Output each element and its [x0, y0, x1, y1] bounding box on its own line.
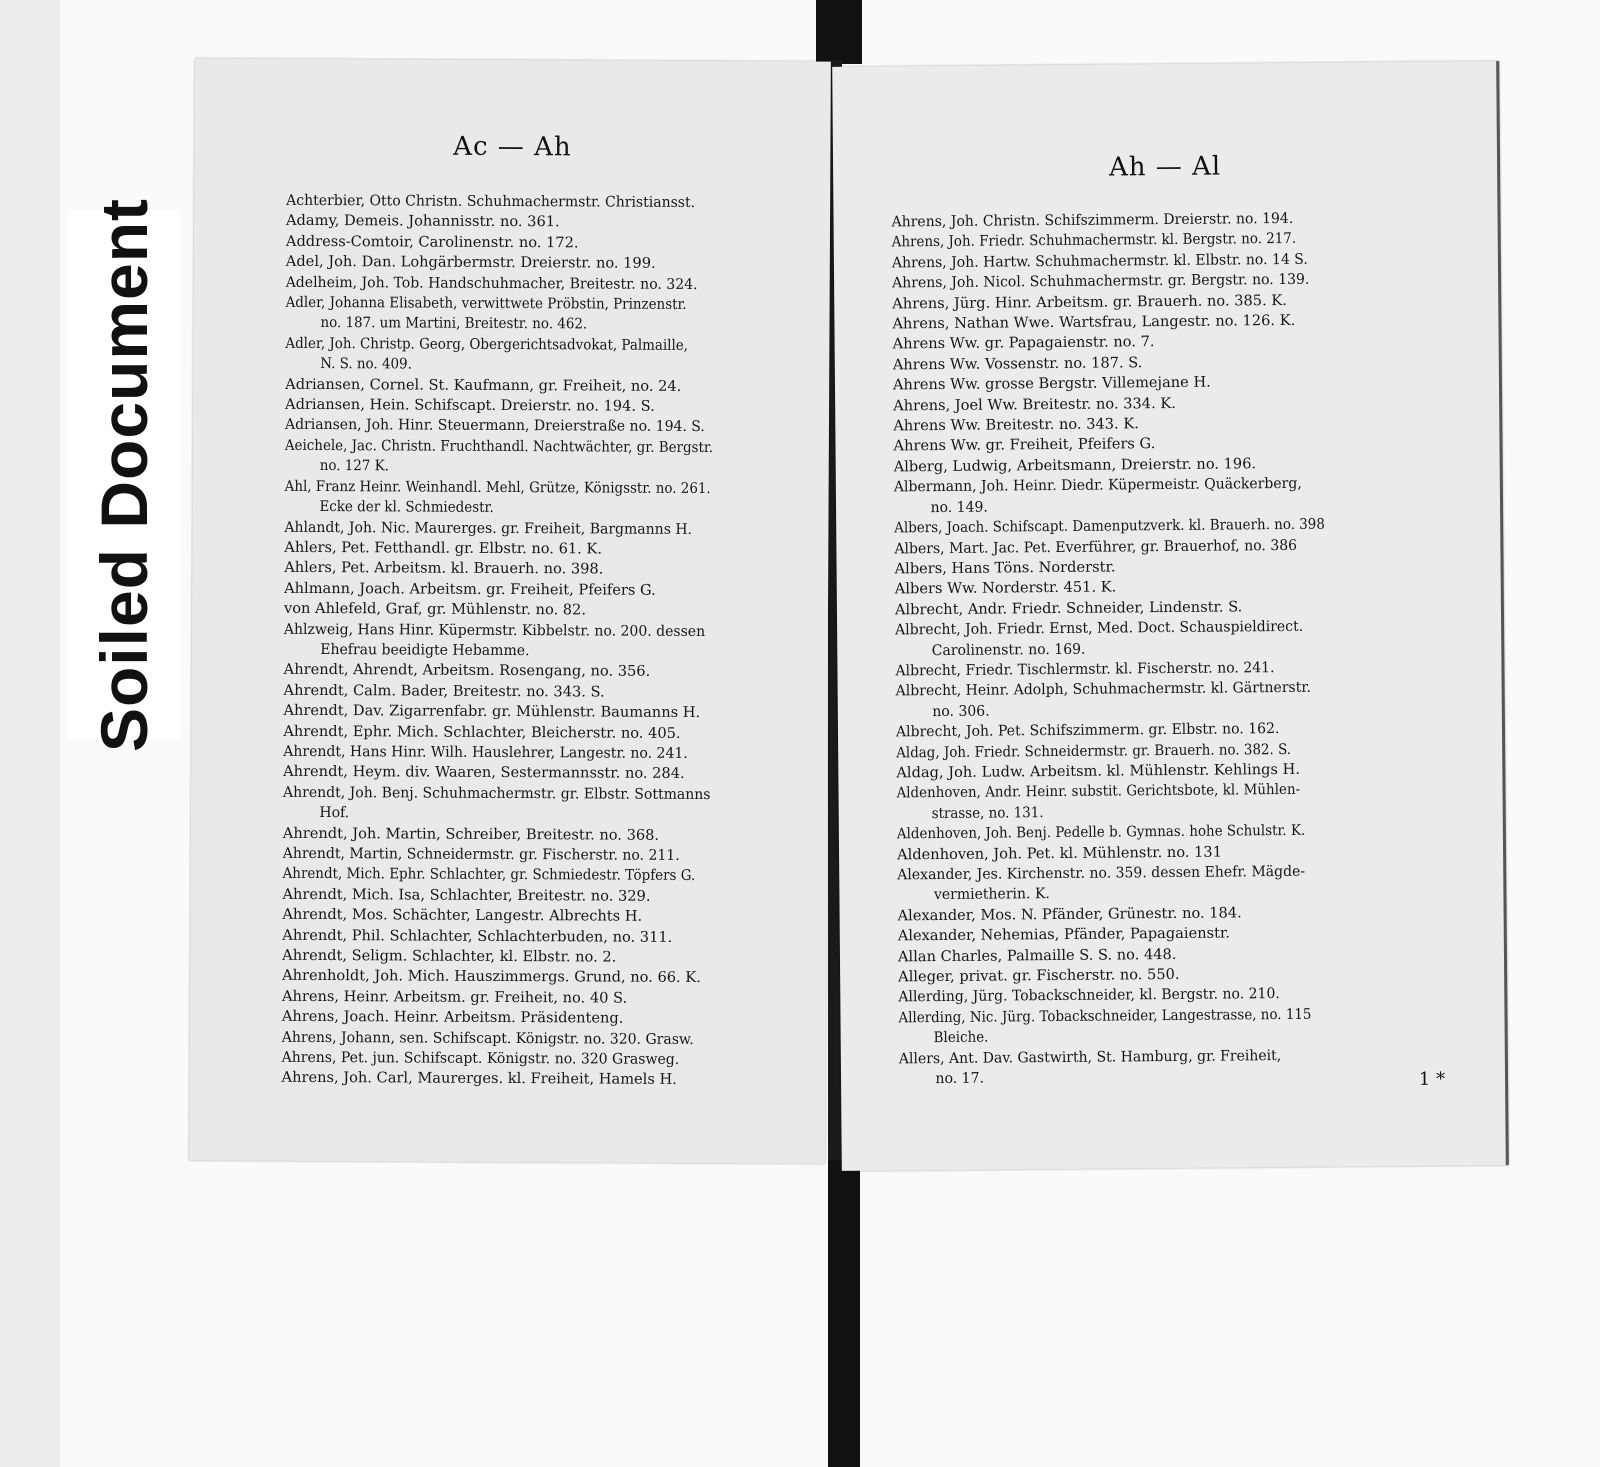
- directory-entry: [897, 820, 1394, 845]
- entry-text: Ahrendt, Phil. Schlachter, Schlachterbuden, no. 311.: [282, 926, 673, 946]
- entry-text: Ahrendt, Heym. div. Waaren, Sestermannsstr. no. 284.: [283, 763, 685, 783]
- entry-text: Ahrens Ww. Vossenstr. no. 187. S.: [892, 354, 1143, 374]
- entry-text: Ahrens Ww. grosse Bergstr. Villemejane H.: [892, 373, 1211, 394]
- directory-entry: [896, 779, 1393, 824]
- directory-entry: [285, 395, 805, 418]
- entry-continuation: no. 17.: [935, 1069, 984, 1088]
- entry-text: Aeichele, Jac. Christn. Fruchthandl. Nachtwächter, gr. Bergstr.: [284, 436, 714, 456]
- entry-text: Allers, Ant. Dav. Gastwirth, St. Hamburg, gr. Freiheit,: [898, 1046, 1282, 1068]
- entry-text: Aldenhoven, Joh. Benj. Pedelle b. Gymnas. hohe Schulstr. K.: [896, 822, 1306, 843]
- entry-continuation: Ehefrau beeidigte Hebamme.: [320, 640, 530, 660]
- directory-entry: [285, 436, 764, 479]
- directory-entry: [284, 599, 804, 622]
- entry-text: Ahrens Ww. gr. Freiheit, Pfeifers G.: [893, 435, 1156, 455]
- entry-text: Ahrendt, Calm. Bader, Breitestr. no. 343. S.: [283, 681, 605, 701]
- entry-text: Aldenhoven, Andr. Heinr. substit. Gerichtsbote, kl. Mühlen-: [896, 781, 1301, 802]
- directory-entry: [285, 293, 764, 336]
- entry-text: Albers, Hans Töns. Norderstr.: [894, 558, 1116, 578]
- entry-continuation: Hof.: [319, 804, 350, 822]
- entry-text: Alberg, Ludwig, Arbeitsmann, Dreierstr. no. 196.: [893, 455, 1257, 476]
- entry-text: Ahrens, Jürg. Hinr. Arbeitsm. gr. Brauerh. no. 385. K.: [892, 291, 1287, 313]
- directory-entry: [283, 823, 803, 846]
- entry-text: Ahrendt, Mich. Ephr. Schlachter, gr. Schmiedestr. Töpfers G.: [282, 865, 696, 885]
- entry-text: Ahrendt, Mich. Isa, Schlachter, Breitestr. no. 329.: [282, 885, 651, 905]
- entry-text: Ahrens, Johann, sen. Schifscapt. Königstr. no. 320. Grasw.: [281, 1028, 694, 1048]
- entry-text: Alexander, Nehemias, Pfänder, Papagaienstr.: [897, 924, 1231, 945]
- entry-text: Albrecht, Friedr. Tischlermstr. kl. Fischerstr. no. 241.: [895, 659, 1275, 680]
- entry-text: Ahrendt, Ahrendt, Arbeitsm. Rosengang, no. 356.: [283, 661, 651, 681]
- entry-text: Ahrenholdt, Joh. Mich. Hauszimmergs. Grund, no. 66. K.: [282, 967, 701, 987]
- entry-text: Albers, Joach. Schifscapt. Damenputzverk. kl. Brauerh. no. 398: [894, 515, 1325, 537]
- entry-continuation: strasse, no. 131.: [931, 803, 1044, 822]
- directory-entry: [286, 252, 806, 275]
- entry-continuation: N. S. no. 409.: [320, 355, 412, 373]
- directory-entry: [897, 861, 1416, 906]
- directory-entry: [283, 701, 803, 724]
- right-page: [832, 61, 1509, 1171]
- entry-text: Address-Comtoir, Carolinenstr. no. 172.: [285, 232, 579, 252]
- entry-text: Allerding, Nic. Jürg. Tobackschneider, Langestrasse, no. 115: [898, 1005, 1312, 1027]
- entry-continuation: Bleiche.: [933, 1028, 989, 1047]
- entry-continuation: Ecke der kl. Schmiedestr.: [319, 498, 494, 517]
- directory-entry: [284, 558, 804, 581]
- directory-entry: [283, 742, 782, 765]
- directory-entry: [283, 762, 803, 785]
- right-page-heading: Ah — Al: [1108, 151, 1222, 183]
- entry-text: Alleger, privat. gr. Fischerstr. no. 550.: [898, 965, 1180, 986]
- entry-text: von Ahlefeld, Graf, gr. Mühlenstr. no. 82.: [283, 599, 587, 619]
- entry-text: Adel, Joh. Dan. Lohgärbermstr. Dreierstr. no. 199.: [285, 253, 656, 272]
- scan-margin: [0, 0, 60, 1467]
- directory-entry: [283, 783, 782, 826]
- directory-entry: [282, 885, 802, 908]
- entry-text: Ahrendt, Hans Hinr. Wilh. Hauslehrer, Langestr. no. 241.: [283, 742, 688, 762]
- directory-entry: [284, 619, 783, 662]
- directory-entry: [283, 844, 782, 867]
- entry-text: Ahrens Ww. Breitestr. no. 343. K.: [893, 415, 1139, 435]
- entry-text: Adler, Johanna Elisabeth, verwittwete Pröbstin, Prinzenstr.: [285, 293, 687, 313]
- directory-entry: [284, 538, 804, 561]
- entry-text: Albers Ww. Norderstr. 451. K.: [894, 578, 1117, 598]
- entry-continuation: no. 127 K.: [319, 457, 389, 475]
- entry-text: Ahrens, Pet. jun. Schifscapt. Königstr. no. 320 Grasweg.: [281, 1048, 680, 1068]
- left-page: [189, 58, 831, 1163]
- entry-text: Adler, Joh. Christp. Georg, Obergerichtsadvokat, Palmaille,: [285, 334, 689, 354]
- entry-text: Albers, Mart. Jac. Pet. Everführer, gr. Brauerhof, no. 386: [894, 536, 1298, 557]
- entry-text: Adriansen, Joh. Hinr. Steuermann, Dreierstraße no. 194. S.: [284, 416, 705, 436]
- entry-text: Ahrendt, Seligm. Schlachter, kl. Elbstr. no. 2.: [282, 946, 617, 966]
- entry-text: Ahrendt, Joh. Martin, Schreiber, Breitestr. no. 368.: [282, 824, 660, 844]
- entry-text: Ahlzweig, Hans Hinr. Küpermstr. Kibbelstr. no. 200. dessen: [283, 620, 706, 640]
- entry-text: Ahrens, Joh. Christn. Schifszimmerm. Dreierstr. no. 194.: [891, 209, 1294, 231]
- entry-text: Adelheim, Joh. Tob. Handschuhmacher, Breitestr. no. 324.: [285, 273, 698, 293]
- soiled-document-label: Soiled Document: [87, 197, 161, 753]
- directory-entry: [282, 1007, 802, 1030]
- directory-entry: [284, 477, 763, 520]
- entry-text: Ahrens, Heinr. Arbeitsm. gr. Freiheit, no. 40 S.: [281, 987, 628, 1007]
- entry-text: Ahrens, Joh. Nicol. Schuhmachermstr. gr. Bergstr. no. 139.: [892, 270, 1310, 292]
- entry-text: Alexander, Jes. Kirchenstr. no. 359. dessen Ehefr. Mägde-: [897, 862, 1306, 884]
- directory-entry: [281, 1068, 801, 1091]
- entry-text: Ahrens, Joh. Friedr. Schuhmachermstr. kl. Bergstr. no. 217.: [891, 230, 1297, 251]
- entry-text: Albrecht, Andr. Friedr. Schneider, Lindenstr. S.: [894, 598, 1243, 619]
- directory-entry: [284, 517, 783, 540]
- entry-text: Ahrens, Joh. Carl, Maurerges. kl. Freiheit, Hamels H.: [281, 1069, 677, 1089]
- entry-continuation: Carolinenstr. no. 169.: [931, 640, 1086, 659]
- directory-entry: [285, 374, 805, 397]
- page-folio: 1 *: [1418, 1068, 1446, 1090]
- entry-continuation: no. 306.: [932, 702, 990, 720]
- directory-entry: [284, 681, 804, 704]
- entry-continuation: vermietherin. K.: [933, 885, 1050, 904]
- entry-text: Ahlandt, Joh. Nic. Maurerges. gr. Freiheit, Bargmanns H.: [284, 518, 693, 538]
- entry-text: Aldag, Joh. Ludw. Arbeitsm. kl. Mühlenstr. Kehlings H.: [896, 760, 1301, 782]
- directory-entry: [282, 925, 802, 948]
- directory-entry: [286, 232, 806, 255]
- directory-entry: [284, 660, 804, 683]
- entry-text: Allan Charles, Palmaille S. S. no. 448.: [897, 945, 1177, 966]
- entry-text: Ahrens, Joel Ww. Breitestr. no. 334. K.: [893, 394, 1176, 415]
- entry-text: Ahrens, Joh. Hartw. Schuhmachermstr. kl. Elbstr. no. 14 S.: [891, 250, 1308, 272]
- entry-text: Aldag, Joh. Friedr. Schneidermstr. gr. Brauerh. no. 382. S.: [896, 740, 1292, 761]
- directory-entry: [895, 616, 1414, 661]
- entry-text: Adamy, Demeis. Johannisstr. no. 361.: [285, 212, 560, 231]
- directory-entry: [284, 579, 804, 602]
- entry-text: Albermann, Joh. Heinr. Diedr. Küpermeistr. Quäckerberg,: [893, 475, 1302, 496]
- directory-entry: [283, 864, 762, 887]
- entry-text: Ahrens Ww. gr. Papagaienstr. no. 7.: [892, 333, 1155, 353]
- entry-text: Ahlers, Pet. Fetthandl. gr. Elbstr. no. 61. K.: [284, 538, 603, 558]
- directory-entry: [286, 211, 806, 234]
- directory-entry: [282, 946, 802, 969]
- directory-entry: [285, 334, 764, 377]
- directory-entry: [896, 677, 1415, 722]
- book-spine-bottom: [828, 1160, 860, 1467]
- entry-text: Ahrendt, Dav. Zigarrenfabr. gr. Mühlenstr. Baumanns H.: [283, 701, 701, 722]
- book-spine-top: [816, 0, 862, 64]
- entry-text: Allerding, Jürg. Tobackschneider, kl. Bergstr. no. 210.: [898, 985, 1280, 1006]
- directory-entry: [282, 966, 802, 989]
- entry-text: Albrecht, Heinr. Adolph, Schuhmachermstr. kl. Gärtnerstr.: [895, 679, 1312, 700]
- entry-text: Ahlers, Pet. Arbeitsm. kl. Brauerh. no. 398.: [284, 559, 604, 578]
- directory-entry: [285, 415, 784, 438]
- entry-text: Ahrendt, Joh. Benj. Schuhmachermstr. gr. Elbstr. Sottmanns: [283, 783, 711, 803]
- directory-entry: [282, 905, 802, 928]
- entry-text: Alexander, Mos. N. Pfänder, Grünestr. no. 184.: [897, 904, 1242, 925]
- directory-entry: [286, 191, 785, 214]
- entry-text: Adriansen, Cornel. St. Kaufmann, gr. Freiheit, no. 24.: [285, 375, 682, 395]
- right-entry-list: [891, 208, 1439, 1090]
- entry-continuation: no. 187. um Martini, Breitestr. no. 462.: [320, 314, 588, 333]
- entry-text: Ahrendt, Ephr. Mich. Schlachter, Bleicherstr. no. 405.: [283, 722, 681, 742]
- entry-text: Ahrens, Joach. Heinr. Arbeitsm. Präsidenteng.: [281, 1008, 624, 1027]
- entry-text: Aldenhoven, Joh. Pet. kl. Mühlenstr. no. 131: [896, 843, 1223, 863]
- entry-text: Adriansen, Hein. Schifscapt. Dreierstr. no. 194. S.: [285, 395, 655, 415]
- directory-entry: [286, 272, 785, 295]
- left-page-heading: Ac — Ah: [453, 131, 572, 163]
- entry-text: Ahrendt, Mos. Schächter, Langestr. Albrechts H.: [282, 906, 643, 925]
- entry-text: Albrecht, Joh. Pet. Schifszimmerm. gr. Elbstr. no. 162.: [895, 720, 1280, 741]
- directory-entry: [896, 739, 1393, 764]
- directory-entry: [282, 987, 802, 1010]
- entry-text: Ahrendt, Martin, Schneidermstr. gr. Fischerstr. no. 211.: [282, 844, 680, 864]
- entry-text: Ahl, Franz Heinr. Weinhandl. Mehl, Grütze, Königsstr. no. 261.: [284, 477, 711, 497]
- directory-entry: [282, 1027, 781, 1050]
- entry-continuation: no. 149.: [930, 498, 988, 516]
- entry-text: Albrecht, Joh. Friedr. Ernst, Med. Doct. Schauspieldirect.: [895, 617, 1304, 639]
- directory-entry: [282, 1048, 781, 1071]
- left-entry-list: [281, 191, 806, 1092]
- directory-entry: [283, 721, 803, 744]
- entry-text: Achterbier, Otto Christn. Schuhmachermstr. Christiansst.: [286, 191, 696, 211]
- entry-text: Ahrens, Nathan Wwe. Wartsfrau, Langestr. no. 126. K.: [892, 311, 1296, 333]
- directory-entry: [894, 473, 1413, 518]
- entry-text: Ahlmann, Joach. Arbeitsm. gr. Freiheit, Pfeifers G.: [284, 579, 656, 599]
- directory-entry: [898, 1004, 1395, 1049]
- directory-entry: [899, 1045, 1418, 1090]
